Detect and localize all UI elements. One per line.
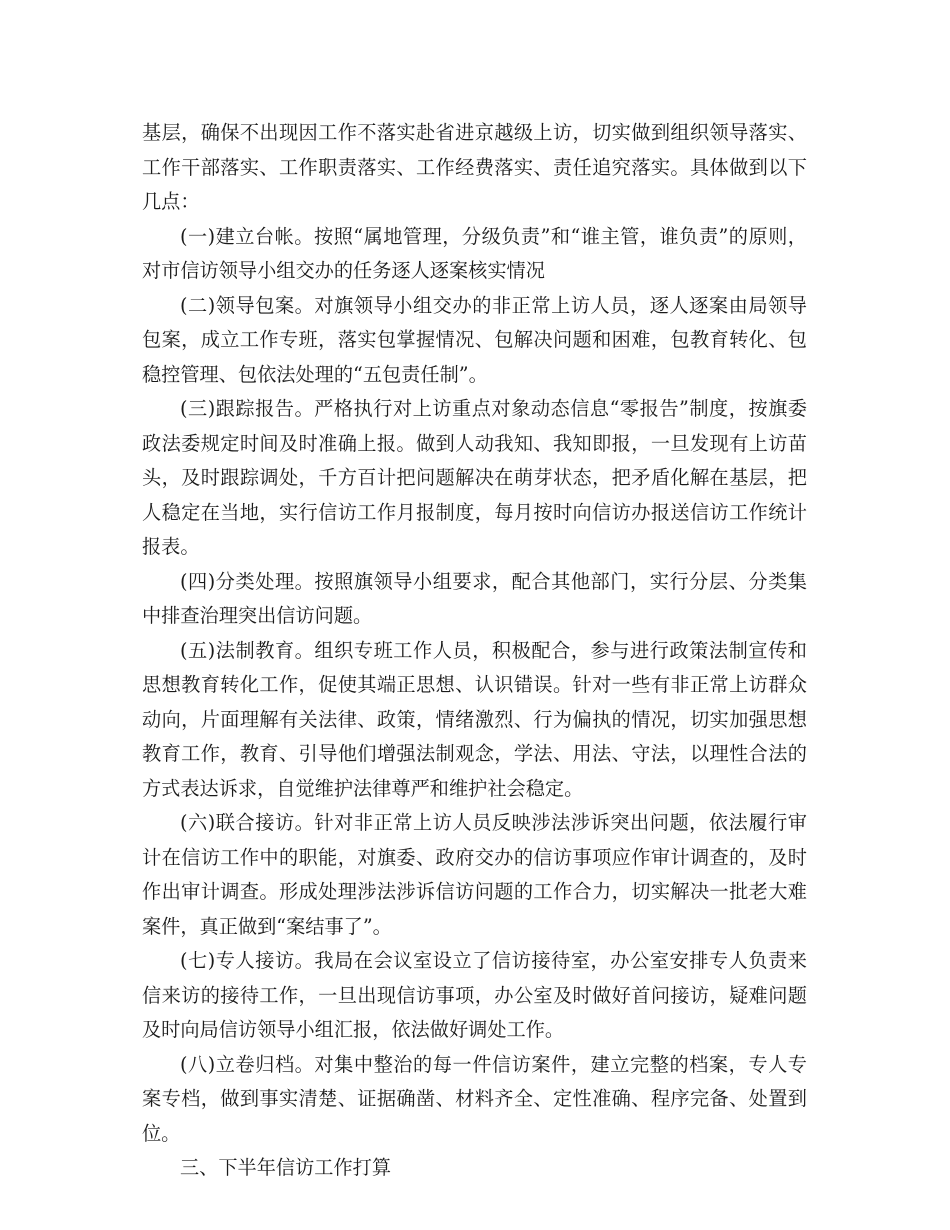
paragraph-continuation: 基层，确保不出现因工作不落实赴省进京越级上访，切实做到组织领导落实、工作干部落实、工作职责落实、工作经费落实、责任追究落实。具体做到以下几点： (142, 121, 807, 213)
section-heading: 三、下半年信访工作打算 (180, 1156, 392, 1179)
paragraph-item-4: (四)分类处理。按照旗领导小组要求，配合其他部门，实行分层、分类集中排查治理突出信访问题。 (142, 569, 807, 627)
paragraph-item-7: (七)专人接访。我局在会议室设立了信访接待室，办公室安排专人负责来信来访的接待工作，一旦出现信访事项，办公室及时做好首问接访，疑难问题及时向局信访领导小组汇报，依法做好调处工作。 (142, 949, 807, 1041)
paragraph-item-3: (三)跟踪报告。严格执行对上访重点对象动态信息“零报告”制度，按旗委政法委规定时间及时准确上报。做到人动我知、我知即报，一旦发现有上访苗头，及时跟踪调处，千方百计把问题解决在萌芽状态，把矛盾化解在基层，把人稳定在当地，实行信访工作月报制度，每月按时向信访办报送信访工作统计报表。 (142, 397, 807, 558)
document-body (142, 116, 807, 1186)
paragraph-item-1: (一)建立台帐。按照“属地管理，分级负责”和“谁主管，谁负责”的原则，对市信访领导小组交办的任务逐人逐案核实情况 (142, 224, 807, 282)
paragraph-item-2: (二)领导包案。对旗领导小组交办的非正常上访人员，逐人逐案由局领导包案，成立工作专班，落实包掌握情况、包解决问题和困难，包教育转化、包稳控管理、包依法处理的“五包责任制”。 (142, 293, 807, 386)
paragraph-item-6: (六)联合接访。针对非正常上访人员反映涉法涉诉突出问题，依法履行审计在信访工作中的职能，对旗委、政府交办的信访事项应作审计调查的，及时作出审计调查。形成处理涉法涉诉信访问题的工作合力，切实解决一批老大难案件，真正做到“案结事了”。 (142, 811, 807, 938)
paragraph-item-8: (八)立卷归档。对集中整治的每一件信访案件，建立完整的档案，专人专案专档，做到事实清楚、证据确凿、材料齐全、定性准确、程序完备、处置到位。 (142, 1052, 807, 1145)
paragraph-item-5: (五)法制教育。组织专班工作人员，积极配合，参与进行政策法制宣传和思想教育转化工作，促使其端正思想、认识错误。针对一些有非正常上访群众动向，片面理解有关法律、政策，情绪激烈、行为偏执的情况，切实加强思想教育工作，教育、引导他们增强法制观念，学法、用法、守法，以理性合法的方式表达诉求，自觉维护法律尊严和维护社会稳定。 (142, 638, 807, 800)
